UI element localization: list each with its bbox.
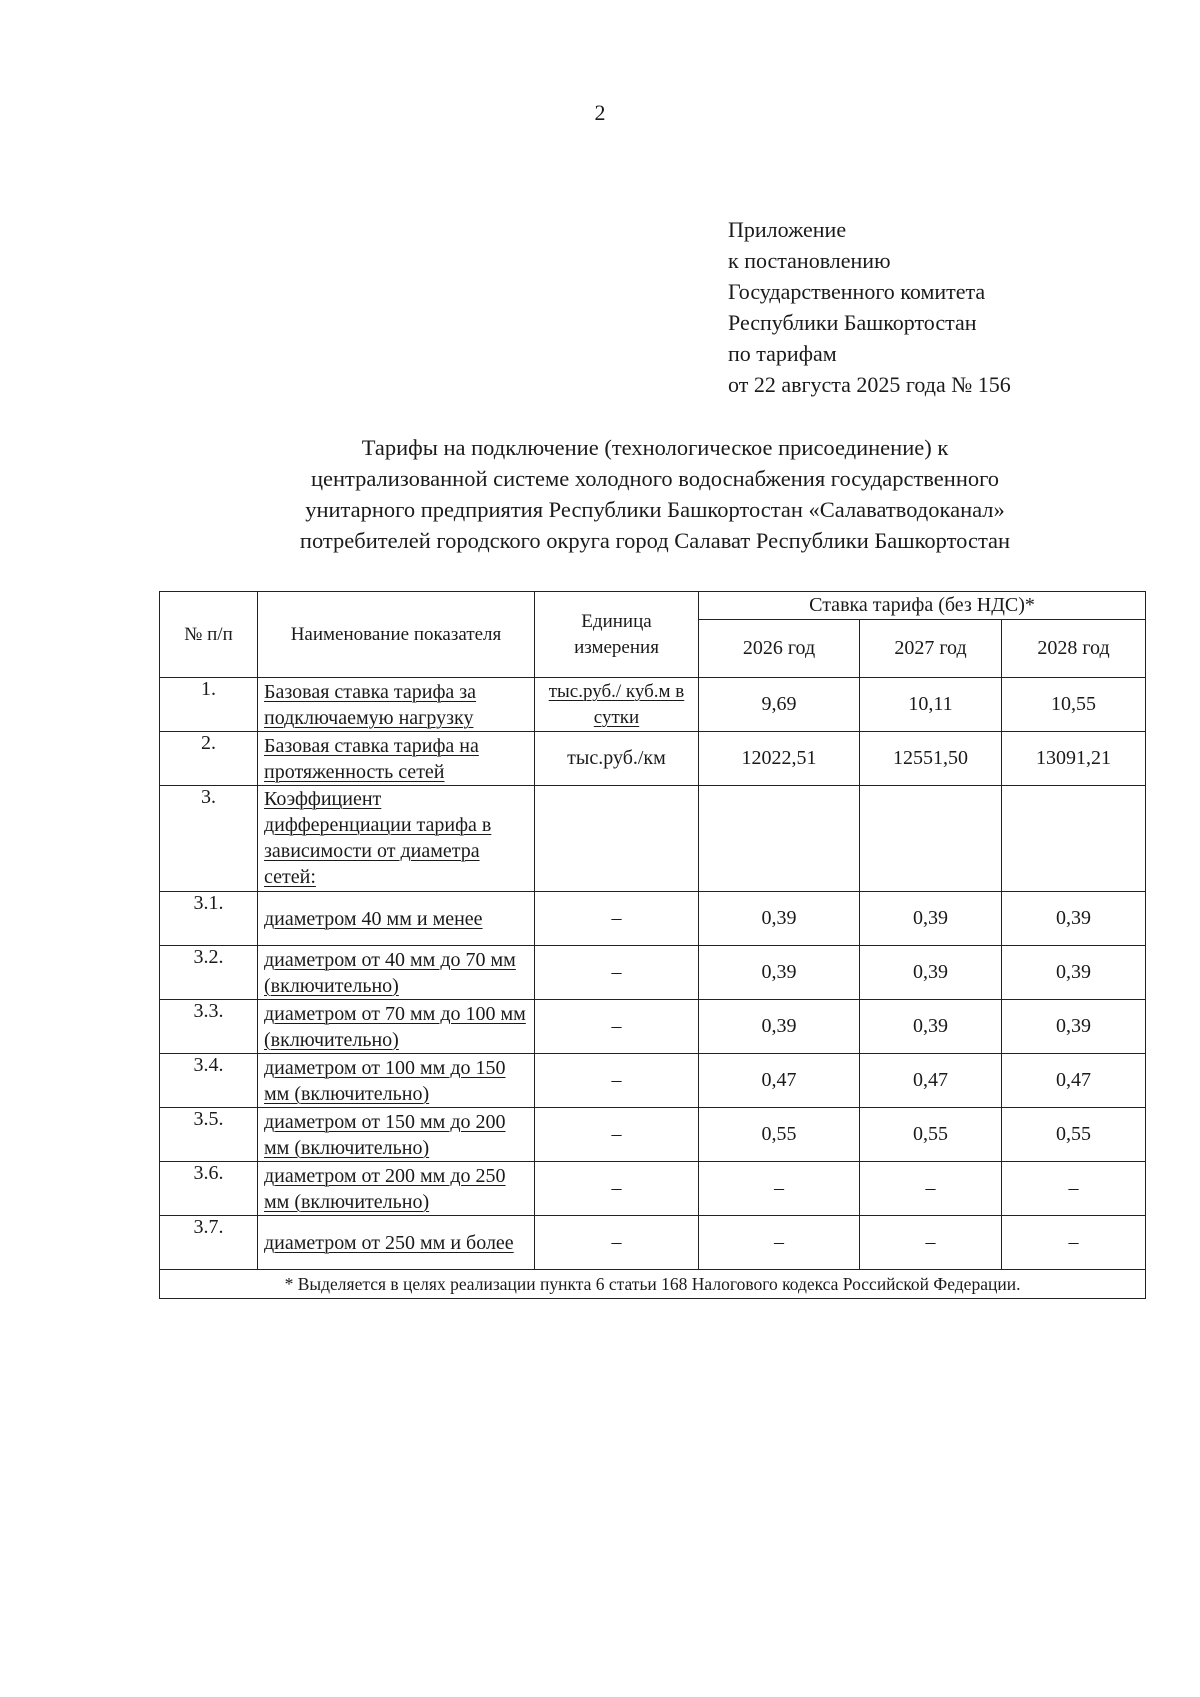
row-name: диаметром от 200 мм до 250 мм (включительно) (258, 1162, 535, 1216)
row-name: диаметром от 100 мм до 150 мм (включительно) (258, 1054, 535, 1108)
row-unit: – (535, 1054, 699, 1108)
appendix-line: Государственного комитета (728, 279, 986, 304)
row-num: 3.5. (160, 1108, 258, 1162)
row-value-2028: 0,39 (1002, 1000, 1146, 1054)
table-row (160, 892, 1146, 946)
row-unit: – (535, 1162, 699, 1216)
row-value-2027: 12551,50 (860, 732, 1002, 786)
row-value-2027: 0,39 (860, 1000, 1002, 1054)
row-value-2026: 9,69 (699, 678, 860, 732)
row-value-2028: – (1002, 1216, 1146, 1270)
row-value-2028: – (1002, 1162, 1146, 1216)
row-value-2028: 10,55 (1002, 678, 1146, 732)
row-name: диаметром от 150 мм до 200 мм (включительно) (258, 1108, 535, 1162)
row-value-2028: 0,39 (1002, 946, 1146, 1000)
row-value-2027: 0,47 (860, 1054, 1002, 1108)
row-value-2028: 0,47 (1002, 1054, 1146, 1108)
row-unit: – (535, 892, 699, 946)
table-row (160, 1054, 1146, 1108)
table-row (160, 1108, 1146, 1162)
row-unit: – (535, 1108, 699, 1162)
row-unit: тыс.руб./ куб.м в сутки (535, 678, 699, 732)
appendix-line: Приложение (728, 217, 847, 242)
appendix-line: к постановлению (728, 248, 891, 273)
row-value-2026: 12022,51 (699, 732, 860, 786)
row-name: диаметром от 70 мм до 100 мм (включительно) (258, 1000, 535, 1054)
row-value-2027: 10,11 (860, 678, 1002, 732)
row-value-2028: 13091,21 (1002, 732, 1146, 786)
header-num: № п/п (160, 592, 258, 678)
table-row (160, 946, 1146, 1000)
row-name: диаметром 40 мм и менее (258, 892, 535, 946)
row-value-2028: 0,39 (1002, 892, 1146, 946)
row-value-2026: 0,55 (699, 1108, 860, 1162)
row-value-2027: 0,39 (860, 946, 1002, 1000)
title-line: Тарифы на подключение (технологическое присоединение) к (361, 435, 949, 460)
row-num: 3.7. (160, 1216, 258, 1270)
header-year-2027: 2027 год (860, 620, 1002, 678)
table-row (160, 1216, 1146, 1270)
tariff-table (159, 591, 1146, 1299)
row-unit (535, 786, 699, 892)
appendix-line: по тарифам (728, 341, 837, 366)
appendix-line: от 22 августа 2025 года № 156 (728, 372, 1011, 397)
header-name: Наименование показателя (258, 592, 535, 678)
row-value-2028: 0,55 (1002, 1108, 1146, 1162)
row-value-2026: 0,39 (699, 1000, 860, 1054)
table-row (160, 1162, 1146, 1216)
row-value-2026: – (699, 1216, 860, 1270)
row-name: диаметром от 250 мм и более (258, 1216, 535, 1270)
title-line: централизованной системе холодного водоснабжения государственного (310, 466, 1000, 491)
row-num: 3.1. (160, 892, 258, 946)
title-line: потребителей городского округа город Салават Республики Башкортостан (299, 528, 1011, 553)
row-unit: тыс.руб./км (535, 732, 699, 786)
page-number: 2 (594, 100, 606, 125)
row-unit: – (535, 1000, 699, 1054)
row-num: 1. (160, 678, 258, 732)
table-row (160, 786, 1146, 892)
row-value-2027: – (860, 1216, 1002, 1270)
row-name: Базовая ставка тарифа за подключаемую нагрузку (258, 678, 535, 732)
row-name: Коэффициент дифференциации тарифа в зависимости от диаметра сетей: (258, 786, 535, 892)
row-name: Базовая ставка тарифа на протяженность сетей (258, 732, 535, 786)
row-name: диаметром от 40 мм до 70 мм (включительно) (258, 946, 535, 1000)
row-value-2027: 0,39 (860, 892, 1002, 946)
row-value-2028 (1002, 786, 1146, 892)
header-unit: Единица измерения (535, 592, 699, 678)
row-value-2026: – (699, 1162, 860, 1216)
row-unit: – (535, 1216, 699, 1270)
row-value-2027 (860, 786, 1002, 892)
header-rate: Ставка тарифа (без НДС)* (699, 592, 1146, 620)
row-num: 2. (160, 732, 258, 786)
row-value-2026: 0,39 (699, 946, 860, 1000)
row-num: 3.4. (160, 1054, 258, 1108)
row-value-2026 (699, 786, 860, 892)
document-title (100, 432, 1200, 556)
appendix-block (728, 214, 1011, 400)
footnote-row (160, 1270, 1146, 1299)
row-num: 3. (160, 786, 258, 892)
table-row (160, 1000, 1146, 1054)
footnote: * Выделяется в целях реализации пункта 6 статьи 168 Налогового кодекса Российской Федерации. (160, 1270, 1146, 1299)
table-row (160, 678, 1146, 732)
appendix-line: Республики Башкортостан (728, 310, 977, 335)
row-value-2027: 0,55 (860, 1108, 1002, 1162)
row-num: 3.3. (160, 1000, 258, 1054)
row-value-2026: 0,39 (699, 892, 860, 946)
header-year-2028: 2028 год (1002, 620, 1146, 678)
row-value-2027: – (860, 1162, 1002, 1216)
header-year-2026: 2026 год (699, 620, 860, 678)
row-unit: – (535, 946, 699, 1000)
title-line: унитарного предприятия Республики Башкортостан «Салаватводоканал» (305, 497, 1005, 522)
row-value-2026: 0,47 (699, 1054, 860, 1108)
row-num: 3.2. (160, 946, 258, 1000)
table-row (160, 732, 1146, 786)
row-num: 3.6. (160, 1162, 258, 1216)
